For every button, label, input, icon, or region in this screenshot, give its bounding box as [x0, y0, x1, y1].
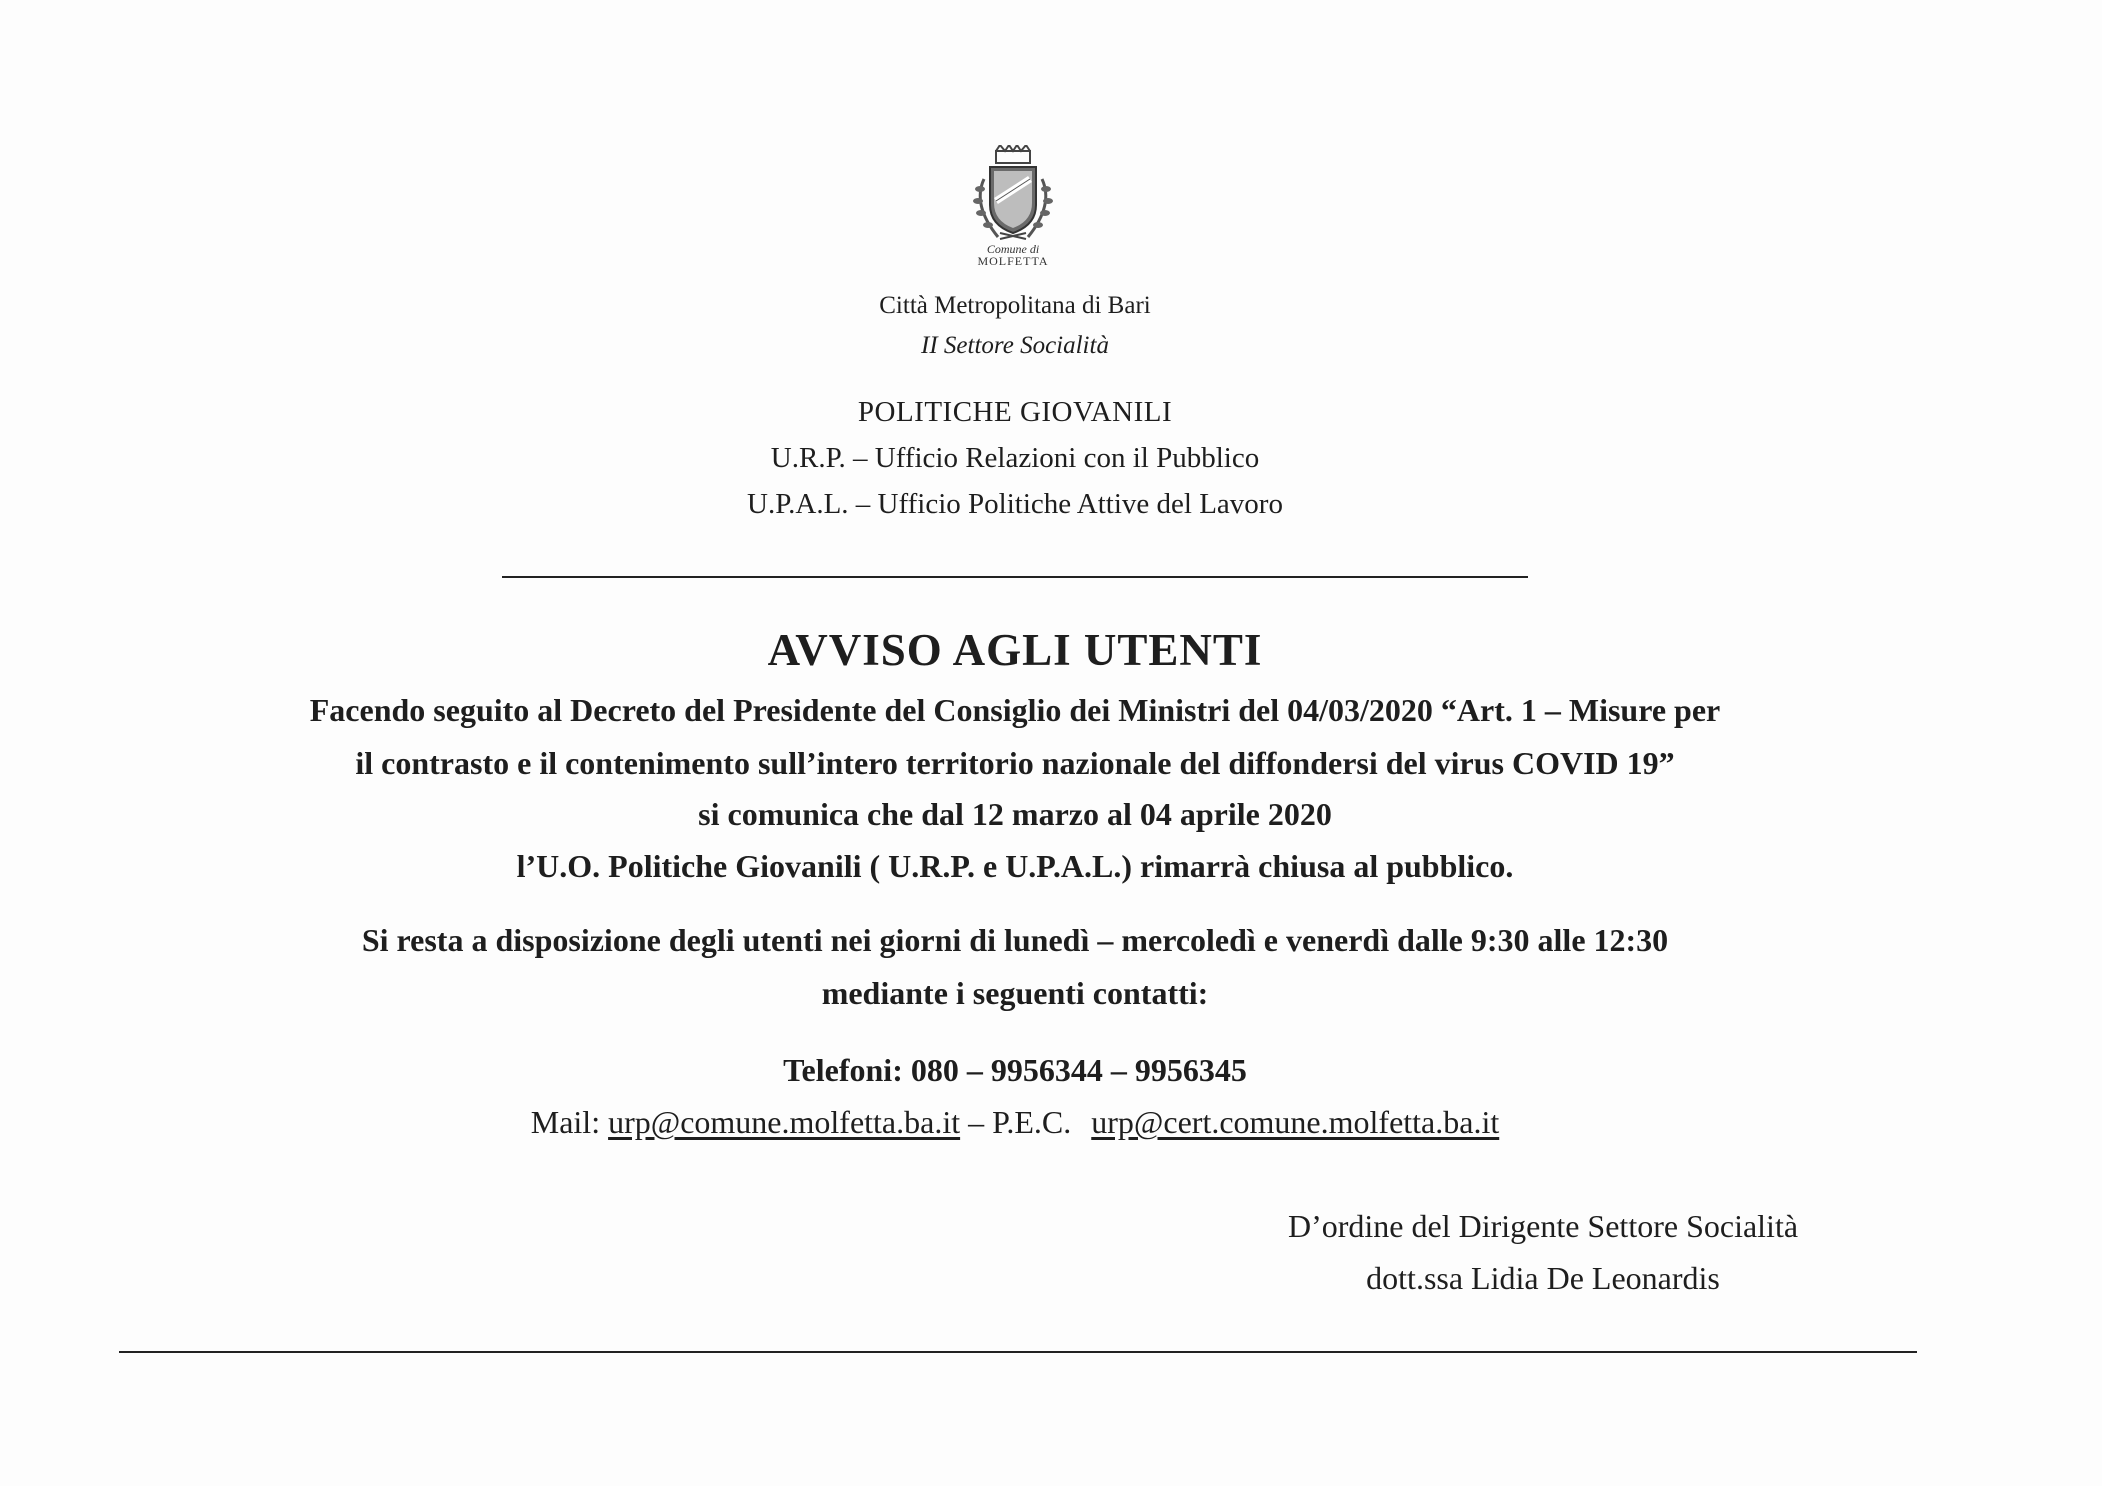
notice-line-4: l’U.O. Politiche Giovanili ( U.R.P. e U.P.A.L.) rimarrà chiusa al pubblico. [516, 848, 1514, 884]
office-urp-heading: U.R.P. – Ufficio Relazioni con il Pubblico [770, 442, 1260, 474]
notice-line-5: Si resta a disposizione degli utenti nei giorni di lunedì – mercoledì e venerdì dalle 9:30 alle 12:30 [361, 922, 1669, 958]
sector-heading: II Settore Socialità [921, 332, 1109, 359]
notice-line-6: mediante i seguenti contatti: [821, 975, 1209, 1011]
notice-line-1: Facendo seguito al Decreto del Presidente del Consiglio dei Ministri del 04/03/2020 “Art. 1 – Misure per [309, 692, 1721, 728]
signature-line-1: D’ordine del Dirigente Settore Socialità [1287, 1208, 1799, 1244]
city-heading: Città Metropolitana di Bari [879, 292, 1151, 319]
contact-mail-row [0, 1104, 2030, 1141]
mail-label: Mail: [530, 1104, 601, 1140]
top-divider [502, 576, 1528, 578]
notice-line-2: il contrasto e il contenimento sull’intero territorio nazionale del diffondersi del virus COVID 19” [355, 745, 1675, 781]
crest-label-comune: Comune di [986, 242, 1040, 256]
signature-line-2: dott.ssa Lidia De Leonardis [1366, 1260, 1720, 1296]
pec-label: – P.E.C. [968, 1104, 1072, 1140]
department-heading: POLITICHE GIOVANILI [857, 396, 1173, 428]
contact-phones: Telefoni: 080 – 9956344 – 9956345 [783, 1052, 1247, 1088]
crest-label-molfetta: MOLFETTA [977, 254, 1049, 268]
notice-line-3: si comunica che dal 12 marzo al 04 aprile 2020 [698, 796, 1332, 832]
mail-link[interactable]: urp@comune.molfetta.ba.it [608, 1104, 961, 1140]
pec-link[interactable]: urp@cert.comune.molfetta.ba.it [1091, 1104, 1500, 1140]
office-upal-heading: U.P.A.L. – Ufficio Politiche Attive del Lavoro [747, 488, 1283, 520]
notice-title: AVVISO AGLI UTENTI [767, 625, 1263, 675]
bottom-divider [119, 1351, 1917, 1353]
